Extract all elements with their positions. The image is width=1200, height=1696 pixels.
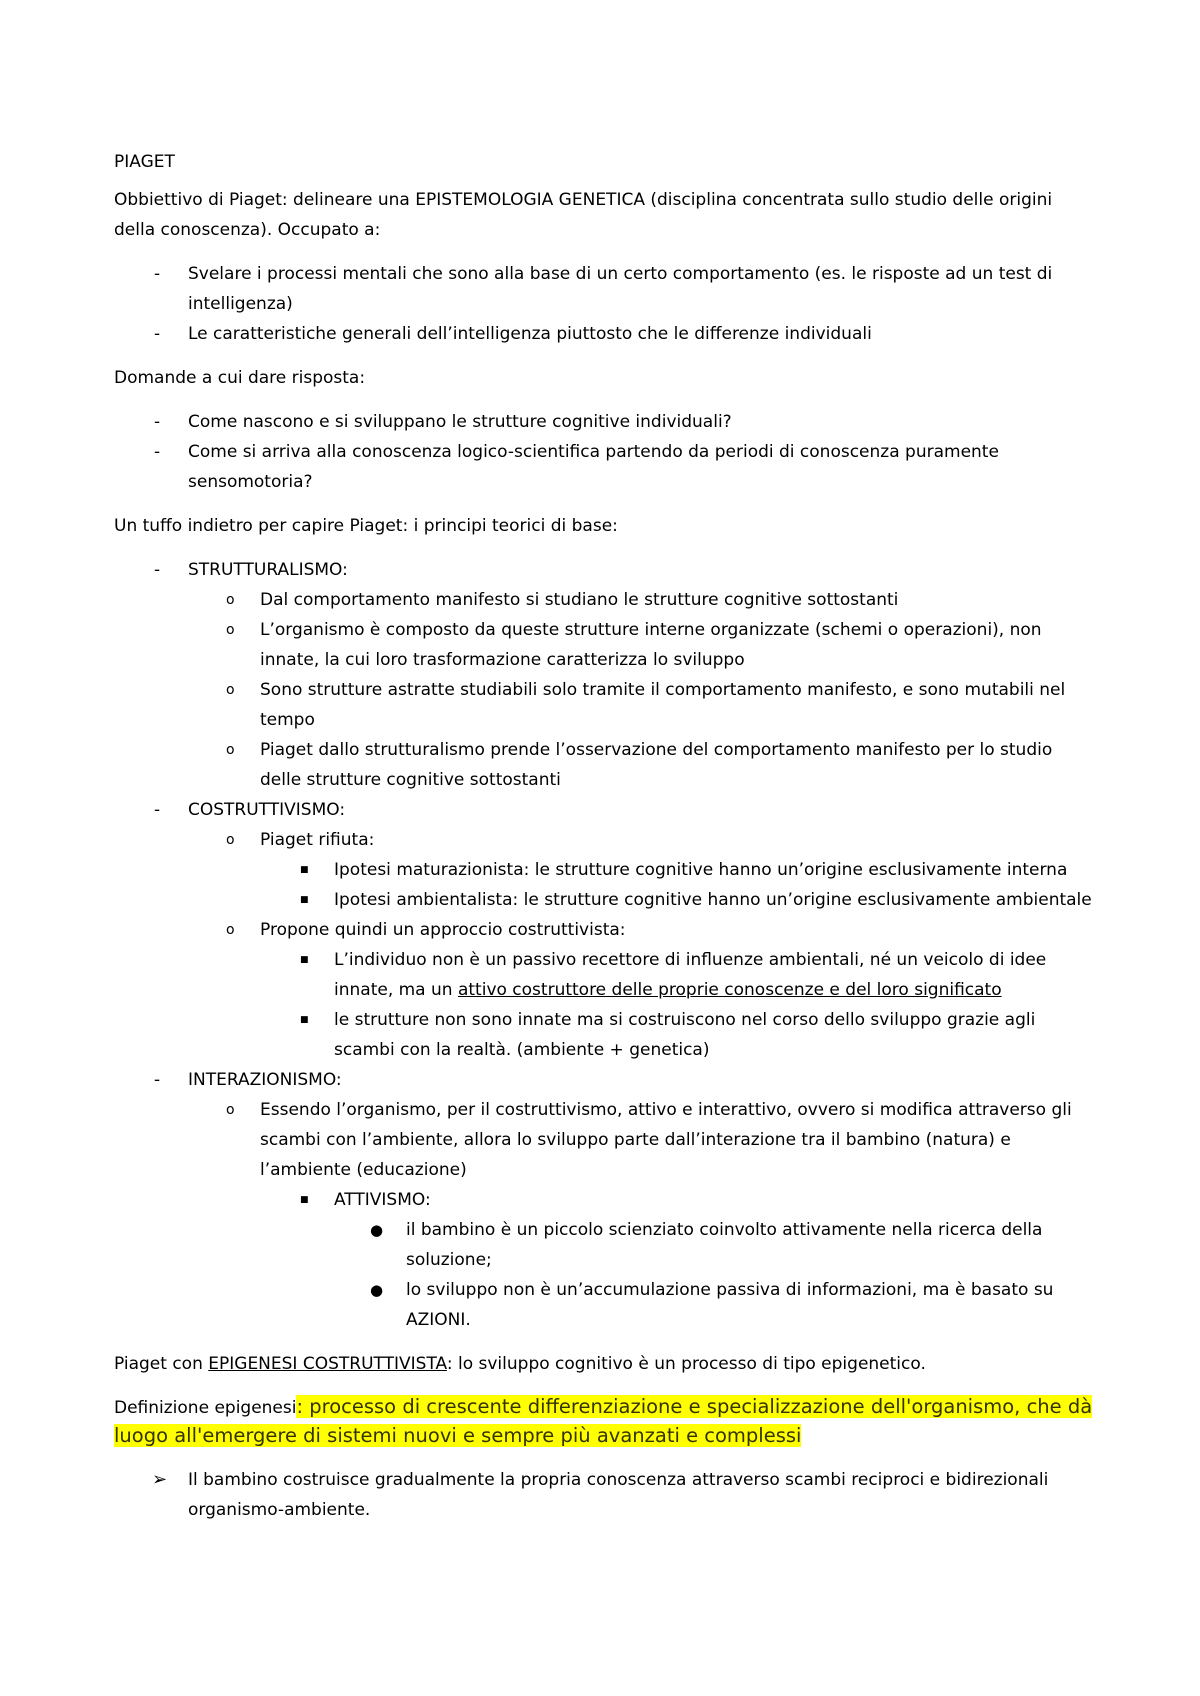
- list-item-text: Come si arriva alla conoscenza logico-scientifica partendo da periodi di conoscenza puramente sensomotoria?: [188, 442, 999, 492]
- round-bullet-icon: ●: [370, 1221, 384, 1239]
- list-item-text: Essendo l’organismo, per il costruttivismo, attivo e interattivo, ovvero si modifica attraverso gli scambi con l’ambiente, allora lo sviluppo parte dall’interazione tra il bambino (natura) e l’ambiente (educazione): [260, 1100, 1072, 1180]
- dash-bullet-icon: -: [154, 264, 161, 284]
- list-item-text: COSTRUTTIVISMO:: [188, 800, 346, 820]
- dash-bullet-icon: -: [154, 800, 161, 820]
- list-item-text: STRUTTURALISMO:: [188, 560, 348, 580]
- principles-heading: Un tuffo indietro per capire Piaget: i principi teorici di base:: [114, 516, 618, 536]
- list-item: [114, 735, 1094, 795]
- document-body: [114, 147, 1094, 1525]
- list-item-text: Sono strutture astratte studiabili solo tramite il comportamento manifesto, e sono mutabili nel tempo: [260, 680, 1066, 730]
- square-bullet-icon: ■: [300, 1015, 309, 1025]
- circle-bullet-icon: o: [226, 1102, 235, 1118]
- conclusion-item: [114, 1465, 1094, 1525]
- occupato-list: [114, 259, 1094, 349]
- page-title: PIAGET: [114, 152, 175, 172]
- arrow-bullet-icon: ➢: [152, 1469, 168, 1490]
- highlighted-definition: : processo di crescente differenziazione e specializzazione dell'organismo, che dà luogo all'emergere di sistemi nuovi e sempre più avanzati e complessi: [114, 1395, 1093, 1447]
- epigenesi-underlined: EPIGENESI COSTRUTTIVISTA: [208, 1354, 447, 1374]
- square-bullet-icon: ■: [300, 865, 309, 875]
- list-item: [114, 407, 1094, 437]
- list-item: [114, 1275, 1094, 1335]
- list-item: [114, 319, 1094, 349]
- epigenesi-post: : lo sviluppo cognitivo è un processo di tipo epigenetico.: [446, 1354, 926, 1374]
- list-item: [114, 259, 1094, 319]
- square-bullet-icon: ■: [300, 1195, 309, 1205]
- conclusion-text: Il bambino costruisce gradualmente la propria conoscenza attraverso scambi reciproci e bidirezionali organismo-ambiente.: [188, 1470, 1049, 1520]
- list-item: [114, 615, 1094, 675]
- list-item-text: Piaget dallo strutturalismo prende l’osservazione del comportamento manifesto per lo studio delle strutture cognitive sottostanti: [260, 740, 1053, 790]
- dash-bullet-icon: -: [154, 442, 161, 462]
- list-item-text: il bambino è un piccolo scienziato coinvolto attivamente nella ricerca della soluzione;: [406, 1220, 1043, 1270]
- list-item: [114, 855, 1094, 885]
- epigenesi-paragraph: [114, 1349, 1094, 1379]
- list-item-text: Le caratteristiche generali dell’intelligenza piuttosto che le differenze individuali: [188, 324, 872, 344]
- underlined-text: attivo costruttore delle proprie conoscenze e del loro significato: [457, 980, 1002, 1000]
- round-bullet-icon: ●: [370, 1281, 384, 1299]
- questions-list: [114, 407, 1094, 497]
- list-item: [114, 915, 1094, 945]
- list-item-text: INTERAZIONISMO:: [188, 1070, 342, 1090]
- circle-bullet-icon: o: [226, 922, 235, 938]
- list-item: [114, 1215, 1094, 1275]
- list-item: [114, 945, 1094, 1005]
- dash-bullet-icon: -: [154, 1070, 161, 1090]
- list-item-interazionismo: [114, 1065, 1094, 1095]
- definizione-paragraph: [114, 1393, 1094, 1451]
- circle-bullet-icon: o: [226, 622, 235, 638]
- list-item-text: Piaget rifiuta:: [260, 830, 375, 850]
- list-item: [114, 675, 1094, 735]
- list-item: [114, 437, 1094, 497]
- circle-bullet-icon: o: [226, 682, 235, 698]
- list-item: [114, 825, 1094, 855]
- circle-bullet-icon: o: [226, 742, 235, 758]
- dash-bullet-icon: -: [154, 560, 161, 580]
- list-item-text: lo sviluppo non è un’accumulazione passiva di informazioni, ma è basato su AZIONI.: [406, 1280, 1054, 1330]
- list-item-costruttivismo: [114, 795, 1094, 825]
- circle-bullet-icon: o: [226, 832, 235, 848]
- list-item-text: Propone quindi un approccio costruttivista:: [260, 920, 626, 940]
- list-item-text: le strutture non sono innate ma si costruiscono nel corso dello sviluppo grazie agli scambi con la realtà. (ambiente + genetica): [334, 1010, 1036, 1060]
- dash-bullet-icon: -: [154, 324, 161, 344]
- questions-heading: Domande a cui dare risposta:: [114, 368, 366, 388]
- list-item-text: Dal comportamento manifesto si studiano le strutture cognitive sottostanti: [260, 590, 899, 610]
- list-item-strutturalismo: [114, 555, 1094, 585]
- list-item-text: L’organismo è composto da queste strutture interne organizzate (schemi o operazioni), non innate, la cui loro trasformazione caratterizza lo sviluppo: [260, 620, 1042, 670]
- list-item-text: Ipotesi ambientalista: le strutture cognitive hanno un’origine esclusivamente ambientale: [334, 890, 1092, 910]
- list-item: [114, 885, 1094, 915]
- epigenesi-pre: Piaget con: [114, 1354, 209, 1374]
- list-item-text: Ipotesi maturazionista: le strutture cognitive hanno un’origine esclusivamente interna: [334, 860, 1068, 880]
- list-item-text: Svelare i processi mentali che sono alla base di un certo comportamento (es. le risposte ad un test di intelligenza): [188, 264, 1053, 314]
- circle-bullet-icon: o: [226, 592, 235, 608]
- list-item-text-a: L’individuo non è un passivo recettore di influenze ambientali, né un veicolo di idee innate, ma un: [334, 950, 1047, 1000]
- dash-bullet-icon: -: [154, 412, 161, 432]
- list-item-text: ATTIVISMO:: [334, 1190, 431, 1210]
- list-item: [114, 1185, 1094, 1215]
- square-bullet-icon: ■: [300, 895, 309, 905]
- list-item: [114, 1095, 1094, 1185]
- list-item-text: Come nascono e si sviluppano le strutture cognitive individuali?: [188, 412, 732, 432]
- intro-paragraph: Obbiettivo di Piaget: delineare una EPISTEMOLOGIA GENETICA (disciplina concentrata sullo studio delle origini della conoscenza). Occupato a:: [114, 190, 1053, 240]
- square-bullet-icon: ■: [300, 955, 309, 965]
- definizione-label: Definizione epigenesi: [114, 1398, 297, 1418]
- list-item: [114, 1005, 1094, 1065]
- list-item: [114, 585, 1094, 615]
- principles-list: [114, 555, 1094, 1335]
